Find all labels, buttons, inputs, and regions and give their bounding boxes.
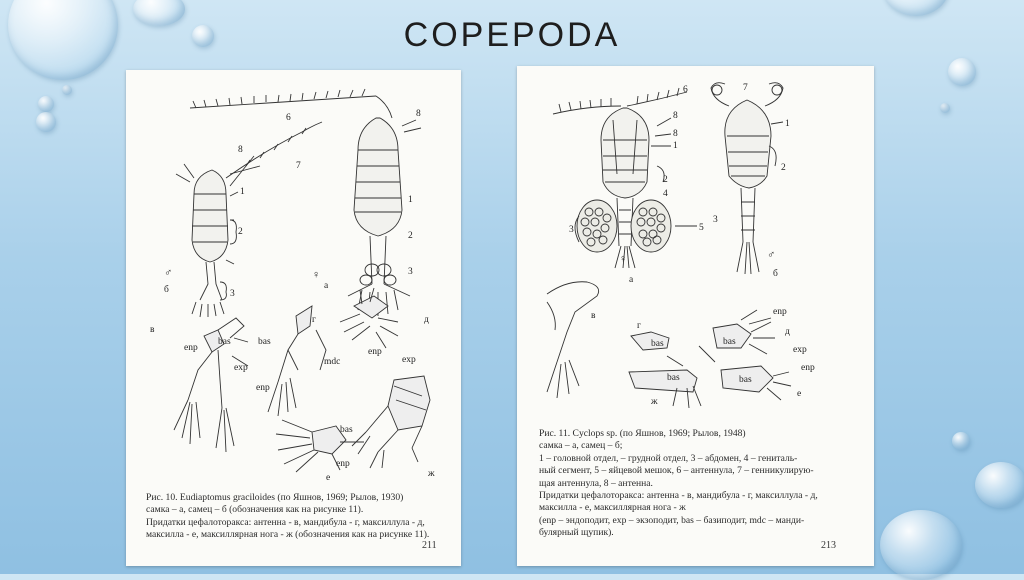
label-3: 3	[569, 225, 574, 235]
label-enp: enp	[336, 459, 350, 469]
label-zh: ж	[428, 469, 435, 479]
slide-title: COPEPODA	[403, 16, 621, 54]
label-d: д	[424, 315, 429, 325]
appendage-g	[296, 306, 312, 334]
caption-line: (enp – эндоподит, exp – экзоподит, bas – базиподит, mdc – манди-	[539, 514, 805, 526]
label-b: б	[773, 269, 778, 279]
label-4: 4	[663, 189, 668, 199]
label-3: 3	[230, 289, 235, 299]
water-drop-decoration	[975, 462, 1024, 508]
label-enp: enp	[256, 383, 270, 393]
caption-line: максилла - е, максиллярная нога - ж (обозначения как на рисунке 11).	[146, 529, 430, 541]
label-3: 3	[713, 215, 718, 225]
egg-sac-left	[577, 200, 617, 252]
label-b: б	[164, 285, 169, 295]
label-e: е	[326, 473, 331, 483]
label-7: 7	[296, 161, 301, 171]
water-drop-decoration	[880, 510, 962, 580]
figure-caption	[146, 492, 429, 542]
label-v: в	[150, 325, 155, 335]
caption-line: самка – а, самец – б (обозначения как на рисунке 11).	[146, 504, 364, 516]
label-8: 8	[673, 111, 678, 121]
label-exp: exp	[234, 363, 248, 373]
label-2: 2	[238, 227, 243, 237]
label-enp: enp	[801, 363, 815, 373]
page-number: 211	[422, 540, 437, 551]
caption-line: ный сегмент, 5 – яйцевой мешок, 6 – антеннула, 7 – генникулирую-	[539, 465, 814, 477]
caption-line: щая антеннула, 8 – антенна.	[539, 477, 653, 489]
copepod-female-a	[354, 118, 402, 236]
caption-line: Придатки цефалоторакса: антенна - в, мандибула - г, максиллула - д,	[539, 490, 818, 502]
water-drop-decoration	[38, 96, 54, 112]
label-2: 2	[781, 163, 786, 173]
label-enp: enp	[368, 347, 382, 357]
water-drop-decoration	[62, 85, 72, 95]
page-left	[126, 70, 461, 566]
label-enp: enp	[184, 343, 198, 353]
label-bas: bas	[667, 373, 680, 383]
figure-cyclops	[517, 66, 874, 426]
label-7: 7	[743, 83, 748, 93]
page-right	[517, 66, 874, 566]
label-e: е	[797, 389, 802, 399]
label-5: 5	[699, 223, 704, 233]
figure-eudiaptomus	[126, 70, 461, 490]
label-female: ♀	[312, 269, 321, 281]
label-2: 2	[663, 175, 668, 185]
label-3: 3	[408, 267, 413, 277]
water-drop-decoration	[952, 432, 970, 450]
label-6: 6	[286, 113, 291, 123]
label-2: 2	[408, 231, 413, 241]
water-drop-decoration	[883, 0, 949, 16]
label-bas: bas	[258, 337, 271, 347]
label-1: 1	[785, 119, 790, 129]
egg-sac-right	[631, 200, 671, 252]
label-bas: bas	[340, 425, 353, 435]
label-8: 8	[416, 109, 421, 119]
antennule-female	[190, 96, 376, 108]
caption-line: самка – а, самец – б;	[539, 440, 623, 452]
label-exp: exp	[402, 355, 416, 365]
label-v: в	[591, 311, 596, 321]
water-drop-decoration	[940, 103, 950, 113]
label-d: д	[785, 327, 790, 337]
label-a: а	[629, 275, 634, 285]
label-1: 1	[408, 195, 413, 205]
label-6: 6	[683, 85, 688, 95]
label-female: ♀	[619, 253, 628, 265]
appendage-zh	[388, 376, 430, 430]
copepod-male-b	[192, 170, 228, 262]
label-bas: bas	[218, 337, 231, 347]
page-number: 213	[821, 540, 836, 551]
label-1: 1	[240, 187, 245, 197]
label-bas: bas	[739, 375, 752, 385]
label-g: г	[312, 315, 316, 325]
caption-line: Рис. 10. Eudiaptomus graciloides (по Яшнов, 1969; Рылов, 1930)	[146, 492, 404, 503]
copepod-male-b	[725, 100, 771, 188]
copepod-female-a	[601, 108, 649, 198]
label-8: 8	[673, 129, 678, 139]
label-zh: ж	[651, 397, 658, 407]
label-8: 8	[238, 145, 243, 155]
caption-line: Придатки цефалоторакса: антенна - в, мандибула - г, максиллула - д,	[146, 516, 425, 528]
label-bas: bas	[723, 337, 736, 347]
caption-line: максилла - е, максиллярная нога - ж	[539, 502, 686, 514]
label-male: ♂	[164, 267, 173, 279]
water-drop-decoration	[948, 58, 976, 86]
label-male: ♂	[767, 249, 776, 261]
label-g: г	[637, 321, 641, 331]
label-a: а	[324, 281, 329, 291]
caption-line: 1 – головной отдел, – грудной отдел, 3 – абдомен, 4 – гениталь-	[539, 452, 798, 464]
label-1: 1	[673, 141, 678, 151]
caption-line: Рис. 11. Cyclops sp. (по Яшнов, 1969; Рылов, 1948)	[539, 428, 746, 439]
label-mdc: mdc	[324, 357, 341, 367]
label-enp: enp	[773, 307, 787, 317]
caption-line: булярный щупик).	[539, 527, 614, 539]
label-exp: exp	[793, 345, 807, 355]
figure-caption	[539, 428, 818, 540]
water-drop-decoration	[36, 112, 56, 132]
label-bas: bas	[651, 339, 664, 349]
